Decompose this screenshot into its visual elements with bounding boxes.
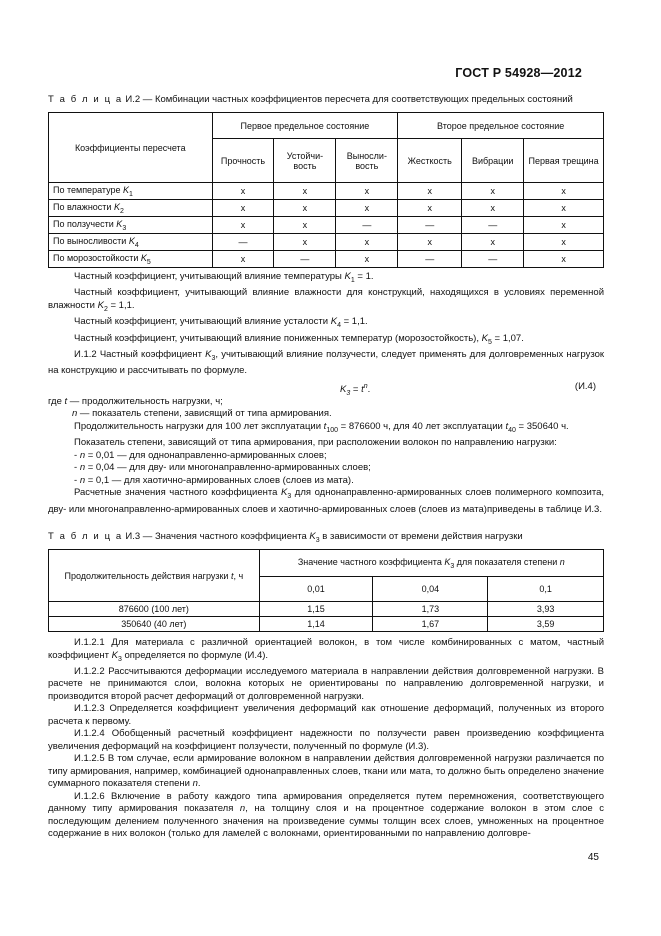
- caption-number: И.2: [125, 94, 141, 105]
- paragraph: И.1.2.4 Обобщенный расчетный коэффициент надежности по ползучести равен произведению коэффициента увеличения деформаций на коэффициент ползучести, полученный по формуле (И.3).: [48, 728, 604, 752]
- row-label: По ползучести $K_3$: [49, 217, 213, 234]
- table-cell: x: [524, 251, 604, 268]
- paragraph: Расчетные значения частного коэффициента $K_3$ для однонаправленно-армированных слоев полимерного композита, дву- или многонаправленно-армированных слоев и хаотично-армированных слоев (слоев из мата)приведены в таблице И.3.: [48, 487, 604, 515]
- table-cell: x: [462, 183, 524, 200]
- paragraph: И.1.2.3 Определяется коэффициент увеличения деформаций как отношение деформаций, полученных из второго расчета к первому.: [48, 703, 604, 727]
- table-cell: x: [398, 183, 462, 200]
- table-cell: x: [336, 234, 398, 251]
- table-cell: x: [212, 183, 274, 200]
- page-number: 45: [587, 852, 599, 863]
- body-text-block-2: [48, 637, 604, 841]
- body-text-block-1: [48, 271, 604, 516]
- column-header: 0,01: [259, 577, 373, 602]
- paragraph: И.1.2.6 Включение в работу каждого типа армирования определяется путем перемножения, соответствующего данному типу армирования показателя n, на толщину слоя и на процентное содержание волокон в этом слое с последующим делением полученного значения на произведение суммы толщин всех слоев, умноженных на процентное содержание в них волокон (только для ламелей с волокнами, ориентированными по направлению долговре-: [48, 790, 605, 840]
- table-cell: —: [212, 234, 274, 251]
- caption-text: Значения частного коэффициента $K_3$ в зависимости от времени действия нагрузки: [154, 531, 523, 544]
- row-label: По морозостойкости $K_5$: [49, 251, 213, 268]
- table-cell: x: [274, 200, 336, 217]
- paragraph: Продолжительность нагрузки для 100 лет эксплуатации $t_{100} = 876600$ ч, для 40 лет эксплуатации $t_{40} = 350640$ ч.: [74, 420, 569, 434]
- table-i3-caption: [48, 531, 523, 544]
- paragraph: Показатель степени, зависящий от типа армирования, при расположении волокон по направлению нагрузки:: [74, 437, 557, 449]
- row-label: 350640 (40 лет): [49, 617, 260, 632]
- paragraph: Частный коэффициент, учитывающий влияние влажности для конструкций, находящихся в условиях переменной влажности $K_2 = 1,1$.: [48, 287, 604, 313]
- table-cell: —: [462, 251, 524, 268]
- formula-i4: [48, 380, 604, 396]
- table-cell: 1,67: [373, 617, 488, 632]
- caption-number: И.3: [125, 531, 141, 542]
- table-cell: 1,14: [259, 617, 373, 632]
- table-cell: —: [398, 217, 462, 234]
- table-cell: x: [524, 217, 604, 234]
- table-cell: 1,73: [373, 602, 488, 617]
- standard-designation: ГОСТ Р 54928—2012: [455, 66, 582, 80]
- table-i2: [48, 112, 604, 268]
- table-row: [49, 200, 604, 217]
- table-row: [49, 617, 604, 632]
- table-cell: x: [462, 234, 524, 251]
- table-cell: x: [336, 183, 398, 200]
- caption-text: Комбинации частных коэффициентов пересчета для соответствующих предельных состояний: [154, 94, 573, 105]
- table-cell: x: [524, 234, 604, 251]
- table-cell: x: [212, 200, 274, 217]
- paragraph: И.1.2.2 Рассчитываются деформации исследуемого материала в направлении действия долговременной нагрузки. В расчете не принимаются слои, волокна которых не ориентированы по направлению долговременной нагрузки, и производится второй расчет деформаций от долговременной нагрузки.: [48, 665, 604, 702]
- table-cell: x: [274, 234, 336, 251]
- table-cell: 3,59: [488, 617, 604, 632]
- caption-prefix: Т а б л и ц а: [48, 94, 123, 105]
- column-header: Вибрации: [462, 139, 524, 183]
- table-cell: x: [336, 200, 398, 217]
- row-label: По выносливости $K_4$: [49, 234, 213, 251]
- paragraph: И.1.2 Частный коэффициент $K_3$, учитывающий влияние ползучести, следует применять для долговременных нагрузок на конструкцию и рассчитывать по формуле.: [48, 349, 605, 377]
- table-row: [49, 234, 604, 251]
- paragraph: Частный коэффициент, учитывающий влияние пониженных температур (морозостойкость), $K_5 = 1,07$.: [74, 332, 524, 346]
- table-cell: 3,93: [488, 602, 604, 617]
- table-cell: x: [524, 183, 604, 200]
- table-i2-caption: [48, 94, 573, 105]
- table-cell: x: [212, 251, 274, 268]
- list-item: - n = 0,1 — для хаотично-армированных слоев (слоев из мата).: [74, 474, 354, 486]
- table-cell: x: [274, 217, 336, 234]
- group-header-second-state: Второе предельное состояние: [398, 113, 604, 139]
- list-item: - n = 0,01 — для однонаправленно-армированных слоев;: [74, 449, 327, 461]
- table-row: [49, 251, 604, 268]
- table-cell: —: [398, 251, 462, 268]
- paragraph: n — показатель степени, зависящий от типа армирования.: [72, 408, 332, 420]
- caption-dash: —: [142, 94, 153, 105]
- paragraph: И.1.2.1 Для материала с различной ориентацией волокон, в том числе комбинированных с матом, частный коэффициент $K_3$ определяется по формуле (И.4).: [48, 637, 604, 663]
- column-header: Выносли- вость: [336, 139, 398, 183]
- table-cell: —: [274, 251, 336, 268]
- table-cell: x: [398, 200, 462, 217]
- table-cell: —: [462, 217, 524, 234]
- column-header: Устойчи- вость: [274, 139, 336, 183]
- table-cell: x: [462, 200, 524, 217]
- paragraph: где t — продолжительность нагрузки, ч;: [48, 395, 223, 407]
- row-label: По температуре $K_1$: [49, 183, 213, 200]
- paragraph: И.1.2.5 В том случае, если армирование волокном в направлении действия долговременной нагрузки различается по типу армирования, например, комбинацией однонаправленных слоев, ткани или мата, то должно быть определено значение суммарного показателя степени n.: [48, 753, 604, 790]
- caption-dash: —: [142, 531, 153, 542]
- table-cell: x: [524, 200, 604, 217]
- table-cell: —: [336, 217, 398, 234]
- table-row: [49, 602, 604, 617]
- table-row: [49, 217, 604, 234]
- row-header-cell: Продолжительность действия нагрузки t, ч: [49, 550, 260, 602]
- table-cell: x: [398, 234, 462, 251]
- table-i3: [48, 549, 604, 632]
- table-cell: 1,15: [259, 602, 373, 617]
- paragraph: Частный коэффициент, учитывающий влияние температуры $K_1 = 1$.: [74, 271, 374, 284]
- table-cell: x: [336, 251, 398, 268]
- column-header: Первая трещина: [524, 139, 604, 183]
- column-header: Прочность: [212, 139, 274, 183]
- column-header: 0,1: [488, 577, 604, 602]
- table-row: [49, 183, 604, 200]
- table-cell: x: [212, 217, 274, 234]
- column-header: 0,04: [373, 577, 488, 602]
- column-header: Жесткость: [398, 139, 462, 183]
- formula: $K_3 = t^n$.: [340, 382, 371, 397]
- formula-number: (И.4): [574, 380, 596, 392]
- group-header: Значение частного коэффициента $K_3$ для показателя степени n: [259, 550, 603, 577]
- paragraph: Частный коэффициент, учитывающий влияние усталости $K_4 = 1,1$.: [74, 316, 368, 330]
- table-cell: x: [274, 183, 336, 200]
- group-header-first-state: Первое предельное состояние: [212, 113, 398, 139]
- list-item: - n = 0,04 — для дву- или многонаправленно-армированных слоев;: [74, 462, 371, 474]
- row-label: По влажности $K_2$: [49, 200, 213, 217]
- row-label: 876600 (100 лет): [49, 602, 260, 617]
- caption-prefix: Т а б л и ц а: [48, 531, 123, 542]
- row-header-cell: Коэффициенты пересчета: [49, 113, 213, 183]
